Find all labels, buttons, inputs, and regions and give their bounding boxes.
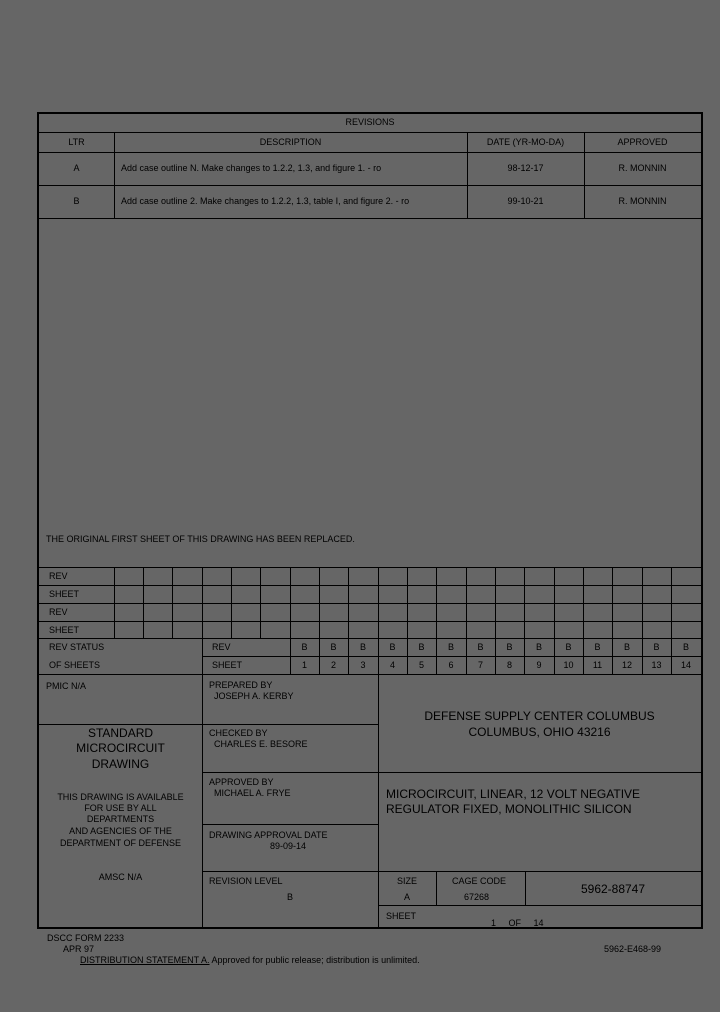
- sheet-of: 1 OF 14: [491, 918, 544, 928]
- sheet-number: 14: [680, 660, 691, 670]
- approved-by-name: MICHAEL A. FRYE: [214, 788, 291, 798]
- drawing-title-line: REGULATOR FIXED, MONOLITHIC SILICON: [386, 802, 632, 816]
- standard-title-line: MICROCIRCUIT: [76, 741, 165, 755]
- rev-value: B: [477, 642, 484, 652]
- checked-by-name: CHARLES E. BESORE: [214, 739, 308, 749]
- agency-line: COLUMBUS, OHIO 43216: [468, 725, 611, 739]
- revision-approved: R. MONNIN: [618, 196, 667, 206]
- rev-value: B: [506, 642, 513, 652]
- sheet-number: 7: [477, 660, 483, 670]
- revision-approved: R. MONNIN: [618, 163, 667, 173]
- drawing-number: 5962-88747: [580, 882, 646, 896]
- sheet-number: 1: [301, 660, 307, 670]
- sheet-count-label: SHEET: [386, 911, 417, 921]
- distribution-text: Approved for public release; distribution is unlimited.: [211, 955, 420, 965]
- rev-value: B: [301, 642, 308, 652]
- revision-date: 99-10-21: [507, 196, 544, 206]
- availability-line: FOR USE BY ALL: [84, 803, 157, 813]
- sheet-number: 6: [448, 660, 454, 670]
- size-value: A: [404, 892, 411, 902]
- sheet-number: 4: [389, 660, 395, 670]
- approved-by-label: APPROVED BY: [209, 777, 274, 787]
- status-row-label: REV: [49, 607, 68, 617]
- revision-date: 98-12-17: [507, 163, 544, 173]
- sheet-number: 9: [536, 660, 542, 670]
- status-row-label: SHEET: [49, 589, 80, 599]
- rev-value: B: [359, 642, 366, 652]
- cage-code-label: CAGE CODE: [452, 876, 507, 886]
- agency-line: DEFENSE SUPPLY CENTER COLUMBUS: [424, 709, 655, 723]
- availability-line: AND AGENCIES OF THE: [69, 826, 172, 836]
- rev-value: B: [389, 642, 396, 652]
- revisions-title: REVISIONS: [345, 117, 395, 127]
- rev-value: B: [653, 642, 660, 652]
- approval-date-label: DRAWING APPROVAL DATE: [209, 830, 328, 840]
- revision-level-label: REVISION LEVEL: [209, 876, 283, 886]
- approved-header: APPROVED: [617, 137, 668, 147]
- standard-title-line: DRAWING: [91, 757, 150, 771]
- rev-value: B: [623, 642, 630, 652]
- rev-value: B: [594, 642, 601, 652]
- of-sheets-label: OF SHEETS: [49, 660, 101, 670]
- revision-level: B: [287, 892, 294, 902]
- approval-date: 89-09-14: [270, 841, 307, 851]
- pmic-label: PMIC N/A: [46, 681, 87, 691]
- rev-value: B: [330, 642, 337, 652]
- revision-description: Add case outline 2. Make changes to 1.2.2, 1.3, table I, and figure 2. - ro: [121, 196, 410, 206]
- sheet-number: 13: [651, 660, 662, 670]
- rev-label: REV: [212, 642, 231, 652]
- distribution-statement: [80, 955, 420, 966]
- sheet-number: 2: [330, 660, 336, 670]
- rev-value: B: [418, 642, 425, 652]
- sheet-number: 10: [563, 660, 574, 670]
- availability-line: DEPARTMENT OF DEFENSE: [59, 838, 182, 848]
- rev-value: B: [682, 642, 689, 652]
- description-header: DESCRIPTION: [259, 137, 322, 147]
- date-header: DATE (YR-MO-DA): [486, 137, 565, 147]
- availability-line: DEPARTMENTS: [86, 814, 155, 824]
- sheet-number: 5: [418, 660, 424, 670]
- rev-status-label: REV STATUS: [49, 642, 105, 652]
- distribution-label: DISTRIBUTION STATEMENT A.: [80, 955, 210, 965]
- replacement-note: THE ORIGINAL FIRST SHEET OF THIS DRAWING HAS BEEN REPLACED.: [46, 534, 355, 544]
- prepared-by-label: PREPARED BY: [209, 680, 273, 690]
- document-id: 5962-E468-99: [604, 944, 662, 954]
- revision-description: Add case outline N. Make changes to 1.2.2, 1.3, and figure 1. - ro: [121, 163, 382, 173]
- rev-value: B: [535, 642, 542, 652]
- revision-ltr: B: [73, 196, 80, 206]
- cage-code-value: 67268: [464, 892, 490, 902]
- amsc-label: AMSC N/A: [98, 872, 143, 882]
- standard-title-line: STANDARD: [87, 726, 154, 740]
- availability-line: THIS DRAWING IS AVAILABLE: [57, 792, 184, 802]
- prepared-by-name: JOSEPH A. KERBY: [214, 691, 294, 701]
- drawing-title-line: MICROCIRCUIT, LINEAR, 12 VOLT NEGATIVE: [386, 787, 641, 801]
- sheet-number: 12: [621, 660, 632, 670]
- sheet-number: 8: [506, 660, 512, 670]
- sheet-label: SHEET: [212, 660, 243, 670]
- status-row-label: SHEET: [49, 625, 80, 635]
- form-date: APR 97: [63, 944, 95, 954]
- status-row-label: REV: [49, 571, 68, 581]
- rev-value: B: [447, 642, 454, 652]
- rev-value: B: [565, 642, 572, 652]
- ltr-header: LTR: [68, 137, 85, 147]
- size-label: SIZE: [397, 876, 418, 886]
- sheet-number: 3: [360, 660, 366, 670]
- checked-by-label: CHECKED BY: [209, 728, 268, 738]
- sheet-number: 11: [592, 660, 603, 670]
- form-number: DSCC FORM 2233: [47, 933, 125, 943]
- revision-ltr: A: [73, 163, 80, 173]
